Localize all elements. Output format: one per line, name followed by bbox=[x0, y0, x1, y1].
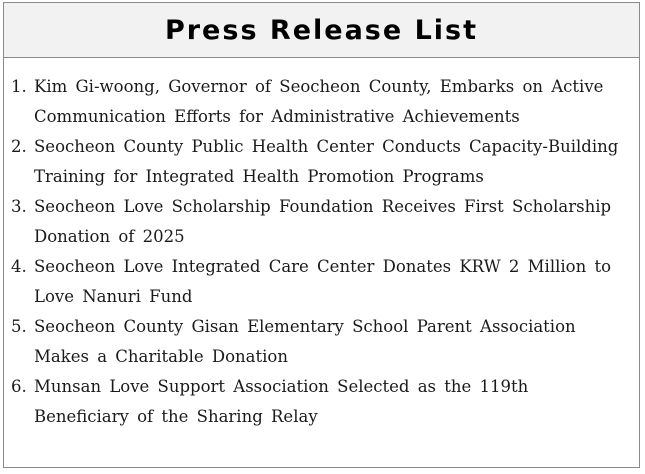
item-number: 1. bbox=[11, 77, 27, 96]
list-item[interactable] bbox=[11, 192, 631, 252]
item-number: 5. bbox=[11, 317, 27, 336]
list-item[interactable] bbox=[11, 252, 631, 312]
page-title: Press Release List bbox=[164, 14, 479, 46]
item-title[interactable]: Seocheon Love Scholarship Foundation Receives First Scholarship Donation of 2025 bbox=[34, 197, 612, 246]
item-number: 6. bbox=[11, 377, 27, 396]
item-title[interactable]: Seocheon Love Integrated Care Center Donates KRW 2 Million to Love Nanuri Fund bbox=[34, 257, 612, 306]
item-number: 2. bbox=[11, 137, 27, 156]
item-number: 4. bbox=[11, 257, 27, 276]
item-title[interactable]: Munsan Love Support Association Selected as the 119th Beneficiary of the Sharing Relay bbox=[34, 377, 529, 426]
list-item[interactable] bbox=[11, 372, 631, 432]
item-title[interactable]: Seocheon County Gisan Elementary School Parent Association Makes a Charitable Donation bbox=[34, 317, 576, 366]
press-release-panel bbox=[3, 2, 640, 468]
press-release-list bbox=[4, 58, 639, 432]
list-item[interactable] bbox=[11, 72, 631, 132]
list-item[interactable] bbox=[11, 312, 631, 372]
item-number: 3. bbox=[11, 197, 27, 216]
item-title[interactable]: Kim Gi-woong, Governor of Seocheon County, Embarks on Active Communication Efforts for Administrative Achievements bbox=[34, 77, 604, 126]
panel-header bbox=[4, 3, 639, 58]
list-item[interactable] bbox=[11, 132, 631, 192]
item-title[interactable]: Seocheon County Public Health Center Conducts Capacity-Building Training for Integrated Health Promotion Programs bbox=[34, 137, 619, 186]
